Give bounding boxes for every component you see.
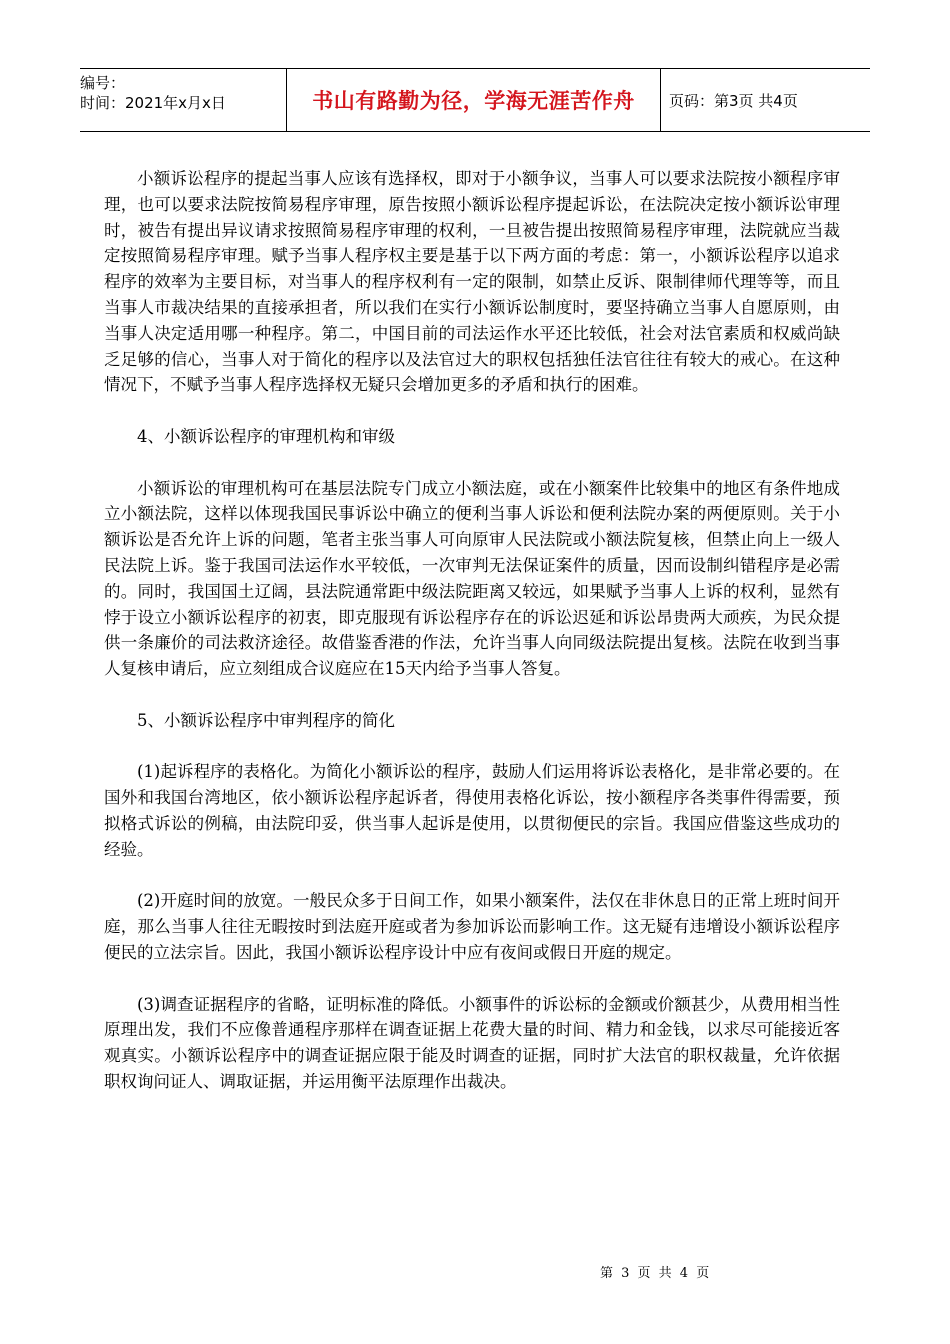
section-heading-4: 4、小额诉讼程序的审理机构和审级 [137,426,395,446]
paragraph-trial-body: 小额诉讼的审理机构可在基层法院专门成立小额法庭，或在小额案件比较集中的地区有条件地成立小额法院，这样以体现我国民事诉讼中确立的便利当事人诉讼和便利法院办案的两便原则。关于小额诉讼是否允许上诉的问题，笔者主张当事人可向原审人民法院或小额法院复核，但禁止向上一级人民法院上诉。鉴于我国司法运作水平较低，一次审判无法保证案件的质量，因而设制纠错程序是必需的。同时，我国国土辽阔，县法院通常距中级法院距离又较远，如果赋予当事人上诉的权利，显然有悖于设立小额诉讼程序的初衷，即克服现有诉讼程序存在的诉讼迟延和诉讼昂贵两大顽疾，为民众提供一条廉价的司法救济途径。故借鉴香港的作法，允许当事人向同级法院提出复核。法院在收到当事人复核申请后，应立刻组成合议庭应在15天内给予当事人答复。 [104,478,840,679]
paragraph-hearing-time: (2)开庭时间的放宽。一般民众多于日间工作，如果小额案件，法仅在非休息日的正常上班时间开庭，那么当事人往往无暇按时到法庭开庭或者为参加诉讼而影响工作。这无疑有违增设小额诉讼程序便民的立法宗旨。因此，我国小额诉讼程序设计中应有夜间或假日开庭的规定。 [104,891,840,962]
page-footer: 第 3 页 共 4 页 [600,1266,712,1281]
header-page-code-cell [661,69,870,131]
document-body [104,166,840,1095]
header-page-code: 页码：第3页 共4页 [669,91,798,110]
paragraph-evidence: (3)调查证据程序的省略，证明标准的降低。小额事件的诉讼标的金额或价额甚少，从费用相当性原理出发，我们不应像普通程序那样在调查证据上花费大量的时间、精力和金钱，以求尽可能接近客观真实。小额诉讼程序中的调查证据应限于能及时调查的证据，同时扩大法官的职权裁量，允许依据职权询问证人、调取证据，并运用衡平法原理作出裁决。 [104,994,840,1091]
document-number-label: 编号： [80,74,126,92]
header-motto: 书山有路勤为径，学海无涯苦作舟 [312,89,635,113]
header-meta [80,69,286,131]
header-motto-cell [286,69,661,131]
paragraph-party-choice: 小额诉讼程序的提起当事人应该有选择权，即对于小额争议，当事人可以要求法院按小额程序审理，也可以要求法院按简易程序审理，原告按照小额诉讼程序提起诉讼，在法院决定按小额诉讼审理时，被告有提出异议请求按照简易程序审理的权利，一旦被告提出按照简易程序审理，法院就应当裁定按照简易程序审理。赋予当事人程序权主要是基于以下两方面的考虑：第一，小额诉讼程序以追求程序的效率为主要目标，对当事人的程序权利有一定的限制，如禁止反诉、限制律师代理等等，而且当事人市裁决结果的直接承担者，所以我们在实行小额诉讼制度时，要坚持确立当事人自愿原则，由当事人决定适用哪一种程序。第二，中国目前的司法运作水平还比较低，社会对法官素质和权威尚缺乏足够的信心，当事人对于简化的程序以及法官过大的职权包括独任法官往往有较大的戒心。在这种情况下，不赋予当事人程序选择权无疑只会增加更多的矛盾和执行的困难。 [104,169,840,395]
page-header [80,68,870,132]
document-time-label: 时间：2021年x月x日 [80,94,226,112]
paragraph-form-filing: (1)起诉程序的表格化。为简化小额诉讼的程序，鼓励人们运用将诉讼表格化，是非常必要的。在国外和我国台湾地区，依小额诉讼程序起诉者，得使用表格化诉讼，按小额程序各类事件得需要，预拟格式诉讼的例稿，由法院印妥，供当事人起诉是使用，以贯彻便民的宗旨。我国应借鉴这些成功的经验。 [104,762,840,859]
section-heading-5: 5、小额诉讼程序中审判程序的简化 [137,710,395,730]
